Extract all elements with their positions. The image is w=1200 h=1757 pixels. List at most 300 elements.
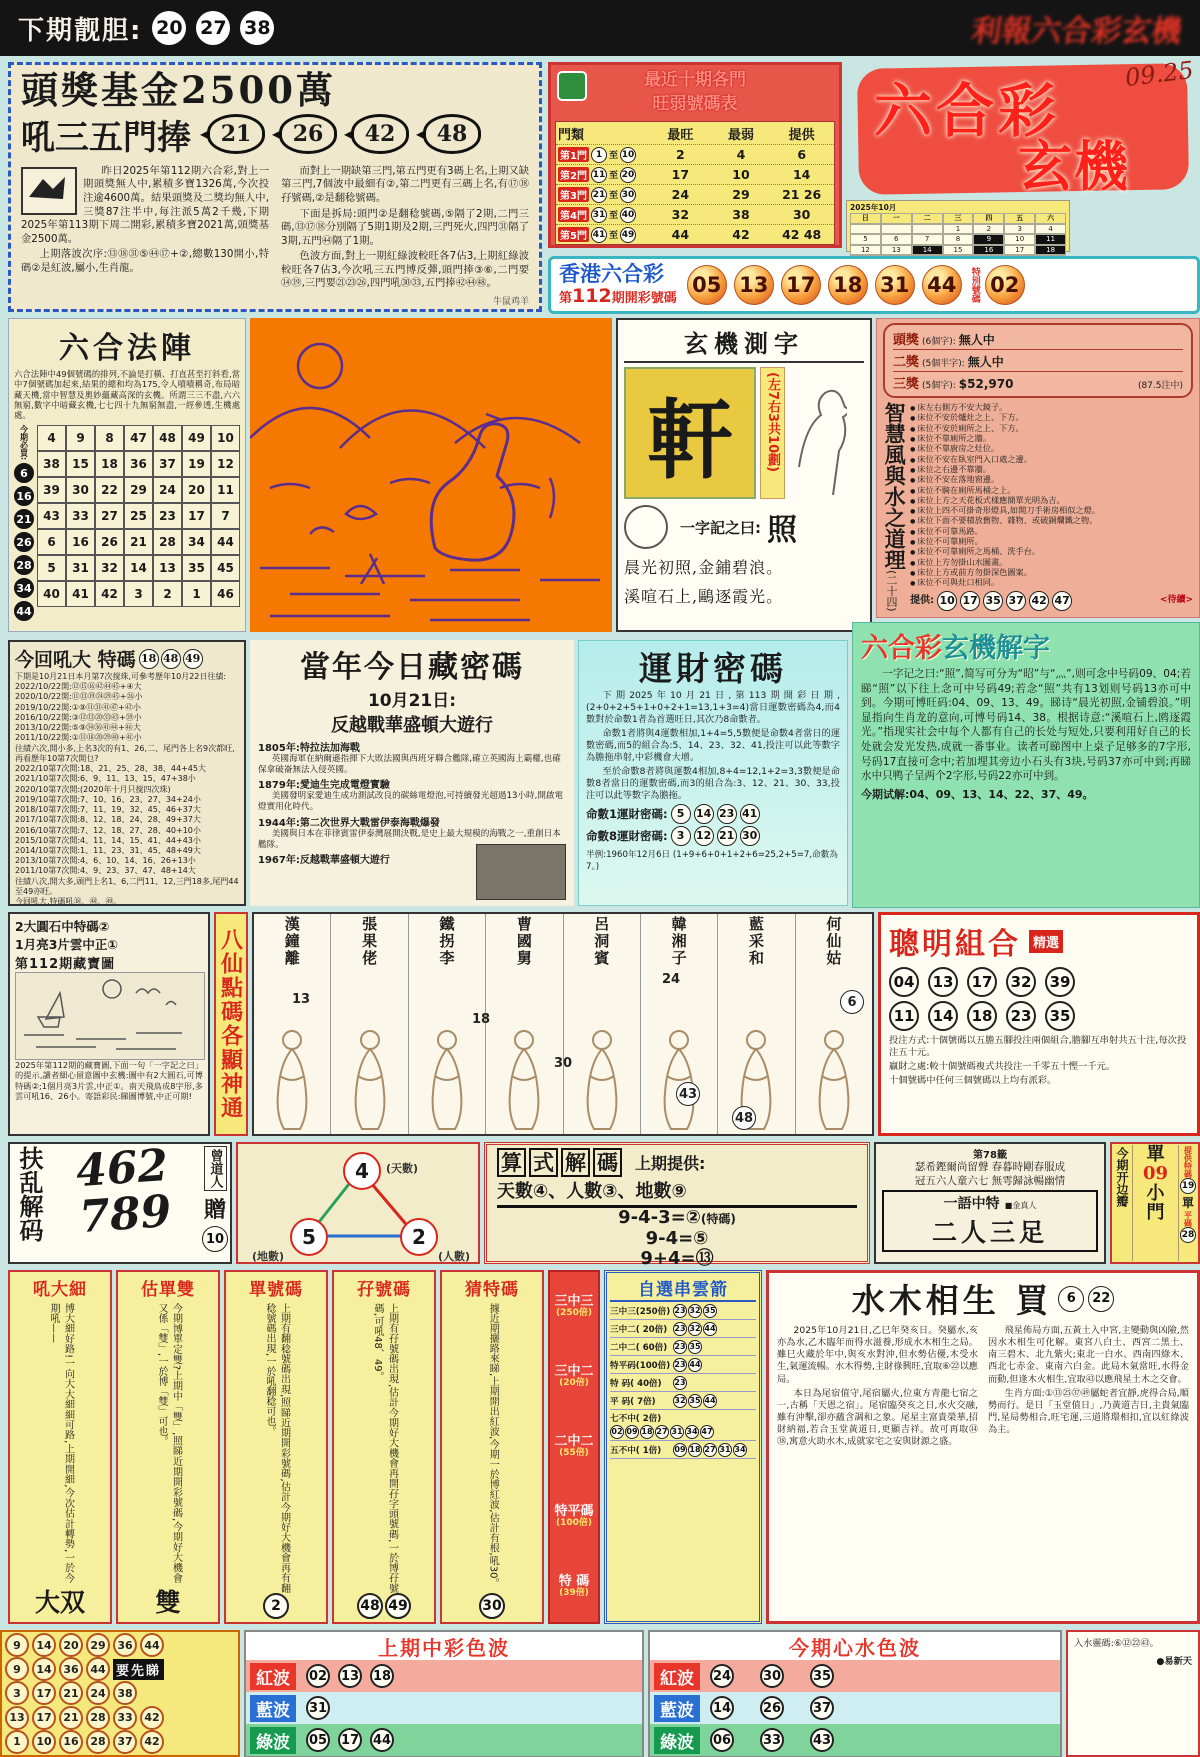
wave-ball: 43 [810,1728,834,1752]
gate-table-row: 第4門 31 至 40 32 38 30 [556,204,834,224]
grid-row [37,555,240,581]
bet-ball: 23 [673,1322,687,1336]
self-pick-row [610,1410,756,1441]
fortune-paragraph: 命數1者將與4運數相加,1+4=5,5數便是命數4者當日的運數密碼,而5的組合為:5、14、23、32、41,投注可以此等數字為膽拖串射,中彩機會大增。 [586,727,840,763]
gate-label: 第3門 [558,187,589,202]
calendar-day-cell: 12 [850,245,881,256]
grid-cell: 38 [37,451,66,477]
calendar-day-cell: 7 [912,234,943,245]
history-line: 往績八次,開大多,頭門上名1、6,二門11、12,三門18多,尾門44至49亦旺。 [15,876,239,896]
lead-paragraph: 昨日2025年第112期六合彩,對上一期頭獎無人中,累積多寶1326萬,今次投注逾4600萬。結果頭獎及二獎均無人中,三獎87注半中,每注派5萬2千幾,下期2025年第113期下周二開彩,累積多寶2021萬,頭獎基金2500萬。 [21,164,269,245]
immortal-number-chip: 18 [472,1012,491,1027]
range-start-ball: 21 [591,187,607,203]
fengshui-rule: ● 床位不可靠廁所之馬桶、洗手台。 [910,546,1193,556]
bet-type-label: 七不中( 2倍) [610,1413,662,1424]
hot-value: 32 [671,207,690,222]
gate-label: 第4門 [558,207,589,222]
wave-ball: 26 [760,1696,784,1720]
explain-title-red: 六合彩 [861,633,942,664]
answer-odd: 單 [1146,1144,1165,1165]
masthead-title-line1: 六合彩 [874,77,1061,145]
grid-cell: 22 [95,477,124,503]
prize-condition: (5個半字): [922,359,965,369]
grid-cell: 36 [124,451,153,477]
fengshui-rule: ● 床位之右邊不靠牆。 [910,464,1193,474]
supply-special-label: 提供特碼 [1183,1146,1193,1178]
odds-multiplier: (55倍) [559,1448,589,1459]
combo-ball: 13 [928,967,958,997]
history-line: 往績六次,開小多,上名3次的有1、26,二、尾門各上名9次都旺,再看歷年10第7次開乜? [15,743,235,763]
author-signature: ●易新天 [1156,1656,1192,1667]
guess-answer-ball: 2 [263,1593,289,1619]
water-wood-paragraph: 2025年10月21日,乙巳年癸亥日。癸屬水,亥亦為水,乙木臨年而得水滋養,形成水木相生之局。雖巳火藏於年中,與亥水對沖,但水勢佔優,木受水生,氣運流暢。水木得勢,主財祿興旺,宜取⑥㉒以應局。 [777,1325,978,1385]
guess-box [440,1270,544,1624]
provided-ball: 35 [983,591,1003,611]
wave-label: 藍波 [654,1695,700,1722]
fengshui-rule: ● 床左右側方不安大鏡子。 [910,402,1193,412]
winning-ball: 17 [781,265,821,305]
bet-ball: 27 [703,1443,717,1457]
corner-ball: 3 [5,1681,29,1705]
hot-value: 2 [675,147,685,162]
planchette-number-2: 789 [77,1186,173,1244]
guess-box-title: 孖號碼 [357,1280,411,1300]
immortal-name: 韓湘子 [669,916,688,967]
immortal-column [331,914,408,1134]
equation-2: 9-4=⑤ [645,1227,709,1249]
immortal-figure-sketch [657,1024,701,1134]
water-wood-paragraph: 生肖方面:①⑬㉕㊲㊾屬蛇者宜靜,虎得合局,順勢而行。是日「玉堂值日」,乃黃道吉日,主貴氣臨門,星局勢相合,旺宅運,三道將環相扣,宜以紅綠波為主。 [988,1387,1189,1436]
odd-even-strip [1110,1142,1200,1264]
grid-cell: 37 [153,451,182,477]
immortal-name: 呂洞賓 [592,916,611,967]
history-line: 2020/10/22開:⑪⑬⑲㉔㉙㊺+㉖小 [15,692,143,702]
weekday-cell: 六 [1035,213,1066,224]
odds-name: 三中二 [554,1363,594,1379]
guess-answer-text: 大双 [34,1588,85,1617]
must-buy-ball: 21 [14,509,34,529]
weekday-cell: 五 [1004,213,1035,224]
immortal-name: 張果佬 [360,916,379,967]
grid-cell: 20 [182,477,211,503]
normal-code-label: 平碼 [1183,1211,1193,1227]
bet-ball: 02 [610,1425,624,1439]
combo-ball: 35 [1045,1001,1075,1031]
wave-ball: 35 [810,1664,834,1688]
watch-first-tag: 要先睇 [113,1659,164,1680]
history-line: 今回吼大,特碼吼⑱、㊽、㊾。 [15,897,122,907]
immortal-name: 漢鐘離 [282,916,301,967]
wave-ball: 31 [306,1696,330,1720]
one-phrase-label: 一語中特 [943,1196,1000,1213]
master-name: 曾道人 [204,1146,227,1191]
tip-ball: 38 [240,11,274,45]
masthead [848,55,1200,198]
supply-special-ball: 19 [1180,1178,1196,1194]
odds-item [554,1365,593,1389]
gate-label: 第5門 [558,227,589,242]
range-start-ball: 41 [591,227,607,243]
destiny1-ball: 5 [671,804,691,824]
grid-cell: 42 [95,581,124,607]
tip-balls [152,11,274,45]
combo-ball: 32 [1006,967,1036,997]
bet-type-label: 平 码( 7倍) [610,1396,656,1407]
winning-ball: 13 [734,265,774,305]
corner-ball: 37 [113,1730,137,1754]
lot-poem-line1: 瑟希鏗爾尚留聲 春暮時剛春服成 [914,1161,1066,1173]
provided-ball: 10 [937,591,957,611]
grid-row [37,581,240,607]
horse-sketch-icon [789,367,847,495]
paper-stamp-icon [21,167,77,215]
must-buy-ball: 34 [14,578,34,598]
combo-ball: 14 [928,1001,958,1031]
corner-row [5,1633,235,1657]
formula-decode-box [484,1142,870,1270]
today-event: 反越戰華盛頓大遊行 [331,715,493,736]
word-explain-panel [852,622,1200,908]
grid-cell: 29 [124,477,153,503]
destiny1-label: 命數1運財密碼: [586,806,668,821]
earth-label: (地數) [252,1250,285,1263]
history-line: 2018/10第7次開:7、11、19、32、45、46+37大 [15,805,201,815]
grid-cell: 28 [153,529,182,555]
grid-row [37,451,240,477]
destiny8-ball: 21 [717,826,737,846]
immortal-number-chip: 30 [554,1056,573,1071]
calendar-day-cell [912,224,943,235]
grid-cell: 13 [153,555,182,581]
odds-multiplier: (20倍) [559,1378,589,1389]
destiny1-ball: 14 [694,804,714,824]
hot-value: 24 [671,187,690,202]
corner-row [5,1657,235,1681]
grid-cell: 19 [182,451,211,477]
wave-label: 藍波 [250,1695,296,1722]
treasure-hint-1: 2大圓石中特碼② [15,919,110,934]
self-pick-panel [604,1270,762,1624]
guess-box-text: 上期有孖號碼出現,估計今期好大機會再開孖字頭號碼,一於博孖號碼,可吼48、49。 [372,1303,398,1593]
history-line: 2019/10/22開:①⑨⑪㉛㊶㊼+㊷小 [15,702,141,712]
prize-row [893,372,1183,393]
stroke-count-note: (左7右3共10劃) [760,367,785,499]
calendar-day-cell: 8 [943,234,974,245]
draw-number-line: 第112期開彩號碼 [559,284,677,307]
odds-item [554,1505,593,1529]
treasure-map-title: 第112期藏寶圖 [15,957,116,972]
prize-note: (87.5注中) [1137,381,1183,391]
formula-provided-label: 上期提供: [635,1153,706,1173]
self-pick-row [610,1338,756,1356]
guess-box-text: 今期博單定雙?上期中「雙」,照睇近期開彩號碼,今期好大機會又係「雙」,一於博「雙」可也。 [156,1303,182,1583]
fengshui-rule: ● 床位不靠廁所之牆。 [910,433,1193,443]
word-divination-panel [616,318,872,632]
corner-ball: 17 [32,1681,56,1705]
grid-cell: 21 [124,529,153,555]
bet-ball: 23 [673,1376,687,1390]
guess-box [332,1270,436,1624]
lead-headline: 頭獎基金2500萬 [21,68,336,112]
grid-cell: 25 [124,503,153,529]
grid-cell: 7 [211,503,240,529]
destiny1-ball: 23 [717,804,737,824]
grid-row [37,529,240,555]
masthead-brand: 利報六合彩玄機 [969,14,1184,49]
earth-number: 5 [290,1218,328,1256]
today-in-history-panel [250,640,574,906]
calendar-day-cell: 13 [881,245,912,256]
calendar-day-cell: 1 [943,224,974,235]
bet-type-label: 特平码(100倍) [610,1360,671,1371]
wave-ball: 17 [338,1728,362,1752]
grid-cell: 3 [124,581,153,607]
saving-note: 贏財之處:較十個號碼複式共投注一千零五十慳一千元。 [889,1061,1116,1073]
water-wood-article [766,1270,1200,1624]
provide-label: 提供: [910,594,935,606]
news-photo-placeholder [476,844,566,900]
fortune-paragraph: 下期2025年10月21日,第113期開彩日期,(2+0+2+5+1+0+2+1=13,1+3=4)當日運數密碼為4,而4數對於命數1者為首選旺日,其次乃8命數者。 [586,690,840,725]
wave-ball: 37 [810,1696,834,1720]
fengshui-rule: ● 床位不安於廁所之上、下方。 [910,423,1193,433]
corner-ball: 21 [59,1681,83,1705]
immortal-name: 曹國舅 [514,916,533,967]
prize-amount: $52,970 [958,377,1014,391]
combo-ball: 17 [967,967,997,997]
history-line: 2013/10第7次開:4、6、10、14、16、26+13小 [15,856,196,866]
wave-row [246,1724,642,1756]
bet-ball: 32 [688,1322,702,1336]
grid-cell: 17 [182,503,211,529]
range-start-ball: 1 [591,147,607,163]
odd-char: 單 [1181,1196,1194,1210]
grid-cell: 14 [124,555,153,581]
immortal-name: 鐵拐李 [437,916,456,967]
water-wood-ball: 6 [1058,1286,1084,1312]
answer-gate: 門 [1146,1202,1165,1224]
which-side-question: 今期开边瓣 [1113,1145,1133,1261]
odds-name: 特 碼 [558,1573,590,1589]
odds-name: 二中二 [554,1433,594,1449]
weak-value: 42 [732,227,750,242]
calendar-day-cell: 10 [1004,234,1035,245]
weak-value: 29 [732,187,750,202]
destiny8-ball: 12 [694,826,714,846]
guess-boxes-row [8,1270,544,1624]
given-value: 30 [792,207,811,222]
prize-row [893,328,1183,350]
fengshui-volume: (二十四) [885,570,898,612]
must-buy-label: 今期必買: [19,424,29,460]
answer-small: 小 [1146,1182,1165,1204]
prize-row [893,350,1183,372]
water-wood-footer [1066,1630,1200,1757]
winning-ball: 31 [875,265,915,305]
prize-tier: 頭獎 [893,333,920,348]
prize-tier: 二獎 [893,355,920,370]
hot-table-title: 最近十期各門 旺弱號碼表 [555,69,835,121]
pick-number-oval: ◀ 42 [351,114,409,154]
corner-ball: 29 [86,1633,110,1657]
fengshui-rule: ● 床位上四不可掛奇形燈具,如開刀手術房相似之燈。 [910,505,1193,515]
lead-paragraph: 上期落波次序:⑬⑱㉛⑤㊹⑰+②,總數130開小,特碼②是紅波,屬小,生肖龍。 [21,248,269,274]
guess-answer-ball: 48 [357,1593,383,1619]
weak-value: 4 [736,147,746,162]
fengshui-rule: ● 床位不靠廚房之灶位。 [910,443,1193,453]
bet-ball: 09 [673,1443,687,1457]
bet-ball: 31 [670,1425,684,1439]
calendar-week-row [850,224,1066,235]
pick-number-oval: ◀ 21 [207,114,265,154]
grid-cell: 26 [95,529,124,555]
range-start-ball: 31 [591,207,607,223]
treasure-seal-icon [624,505,668,549]
wave-ball: 02 [306,1664,330,1688]
top-banner [0,0,1200,56]
grid-cell: 10 [211,425,240,451]
immortal-figure-sketch [502,1024,546,1134]
betting-method-note: 投注方式:十個號碼以五膽五腳投注兩個組合,膽腳互串射共五十注,每次投注五十元。 [889,1035,1187,1059]
grid-cell: 30 [66,477,95,503]
grid-cell: 32 [95,555,124,581]
this-waves-title: 今期心水色波 [789,1636,921,1660]
bet-type-label: 二中二( 60倍) [610,1342,668,1353]
self-pick-row [610,1374,756,1392]
immortal-column [486,914,563,1134]
range-start-ball: 11 [591,167,607,183]
grid-row [37,503,240,529]
bet-ball: 18 [688,1443,702,1457]
fortune-example: 半例:1960年12月6日 (1+9+6+0+1+2+6=25,2+5=7,命數為7。) [586,849,838,872]
corner-ball: 17 [32,1706,56,1730]
special-number-label: 特別號碼 [969,267,980,303]
grid-cell: 11 [211,477,240,503]
grid-cell: 48 [153,425,182,451]
history-line: 2022/10第7次開:18、21、25、28、38、44+45大 [15,764,206,774]
wave-ball: 24 [710,1664,734,1688]
guess-box-title: 估單雙 [141,1280,195,1300]
must-buy-ball: 16 [14,486,34,506]
grid-cell: 44 [211,529,240,555]
winning-ball: 05 [687,265,727,305]
wave-label: 紅波 [250,1663,296,1690]
formula-inputs: 天數④、人數③、地數⑨ [497,1177,857,1208]
bet-ball: 44 [703,1394,717,1408]
water-wood-ball: 22 [1088,1286,1114,1312]
grid-cell: 12 [211,451,240,477]
given-value: 14 [792,167,811,182]
corner-ball: 9 [5,1657,29,1681]
lot-poem-line2: 冠五六人童六七 無雩歸詠暢幽情 [914,1174,1066,1187]
self-pick-row [610,1392,756,1410]
immortal-figure-sketch [812,1024,856,1134]
winning-ball: 44 [922,265,962,305]
corner-ball: 14 [32,1657,56,1681]
wave-ball: 14 [710,1696,734,1720]
hot-value: 44 [671,227,690,242]
must-buy-ball: 28 [14,555,34,575]
range-end-ball: 10 [620,147,636,163]
bet-type-label: 三中二( 20倍) [610,1324,668,1335]
grid-cell: 15 [66,451,95,477]
history-title-ball: 48 [161,649,181,669]
guess-box-text: 博大細好路!一向大大細細可路,上期開細,今次估計轉勢,一於今期吼—— [48,1303,74,1583]
gate-label: 第1門 [558,147,589,162]
guess-box-title: 單號碼 [249,1280,303,1300]
gate-table-row: 第3門 21 至 30 24 29 21 26 [556,184,834,204]
gate-label: 第2門 [558,167,589,182]
fengshui-rule: ● 床位不安在落地窗邊。 [910,474,1193,484]
wave-label: 紅波 [654,1663,700,1690]
calendar-day-cell: 17 [1004,245,1035,256]
bet-ball: 27 [655,1425,669,1439]
bet-ball: 35 [688,1394,702,1408]
water-wood-paragraph: 飛星佈局方面,五黃土入中宮,主變動與凶險,然因水木相生可化解。東宮八白土、西宮二黑土、南三碧木、北九紫火;東北一白水、西南四綠木、西北七赤金、東南六白金。此局木氣當旺,水得金而動,但逢木火相生,宜取㊸以應飛星土木之交會。 [988,1325,1189,1385]
odds-multiplier: (250倍) [555,1308,592,1319]
calendar-day-cell: 18 [1035,245,1066,256]
lead-article [21,165,529,291]
corner-ball: 36 [113,1633,137,1657]
grid-cell: 4 [37,425,66,451]
grid-cell: 9 [66,425,95,451]
gate-table [555,121,835,245]
bet-ball: 34 [685,1425,699,1439]
poem-line-1: 晨光初照,金鋪碧浪。 [624,558,784,577]
author-credit: ■金真人 [1004,1201,1037,1211]
destiny1-ball: 41 [740,804,760,824]
immortal-figure-sketch [270,1024,314,1134]
odds-multiplier: (100倍) [555,1518,592,1529]
history-title-ball: 18 [139,649,159,669]
immortal-figure-sketch [580,1024,624,1134]
pick-number-oval: ◀ 48 [423,114,481,154]
bet-type-label: 特 码( 40倍) [610,1378,662,1389]
winning-ball: 18 [828,265,868,305]
bet-ball: 32 [673,1394,687,1408]
fengshui-rule: ● 床位上方之天花板式樣應簡單光明為吉。 [910,495,1193,505]
history-line: 2016/10第7次開:7、12、18、27、28、40+10小 [15,825,201,835]
fortune-paragraph: 至於命數8者將與運數4相加,8+4=12,1+2=3,3數便是命數8者當日的運數密碼,而3的組合為:3、12、21、30、33,投注可以此等數字為膽拖。 [586,765,840,801]
weekday-cell: 一 [881,213,912,224]
lead-paragraph: 色波方面,對上一期紅綠波較旺各7佔3,上期紅綠波較旺各7佔3,今次吼三五門博反彈,頭門捧③⑥,二門要⑭⑲,三門要㉑㉓㉖,四門吼㉚㉝,五門捧㊷㊹㊽。 [281,250,529,290]
provided-ball: 17 [960,591,980,611]
calendar-title: 2025年10月 [850,203,897,212]
man-label: (人數) [438,1250,471,1263]
event-text: 美國與日本在菲律賓雷伊泰灣展開決戰,是史上最大規模的海戰之一,重創日本艦隊。 [258,828,561,850]
fengshui-title: 智慧風與水之道理 [882,402,908,570]
guess-box-text: 上期有翻稔號碼出現,照睇近期開彩號碼,估計今期好大機會再有翻稔號碼出現,一於吼翻稔可也。 [264,1303,290,1593]
history-line: 2014/10第7次開:1、11、23、31、45、48+49大 [15,845,201,855]
bet-ball: 23 [673,1340,687,1354]
calendar-day-cell: 11 [1035,234,1066,245]
winning-numbers [687,265,962,305]
provided-ball: 37 [1006,591,1026,611]
guess-box-text: 據近期攦路來睇,上期開出紅波,今期一於博紅波,估計有根,吼30。 [487,1303,499,1589]
weekday-cell: 日 [850,213,881,224]
odds-strip [548,1270,600,1624]
grid-cell: 34 [182,529,211,555]
prize-condition: (6個字): [922,337,956,347]
immortal-column [564,914,641,1134]
fengshui-panel [876,318,1200,618]
history-title-ball: 49 [183,649,203,669]
corner-ball: 13 [5,1706,29,1730]
guess-answer-ball: 30 [479,1593,505,1619]
destiny8-label: 命數8運財密碼: [586,828,668,843]
corner-ball: 33 [113,1706,137,1730]
water-wood-title: 水木相生 買 [851,1281,1053,1320]
tip-ball: 20 [152,11,186,45]
